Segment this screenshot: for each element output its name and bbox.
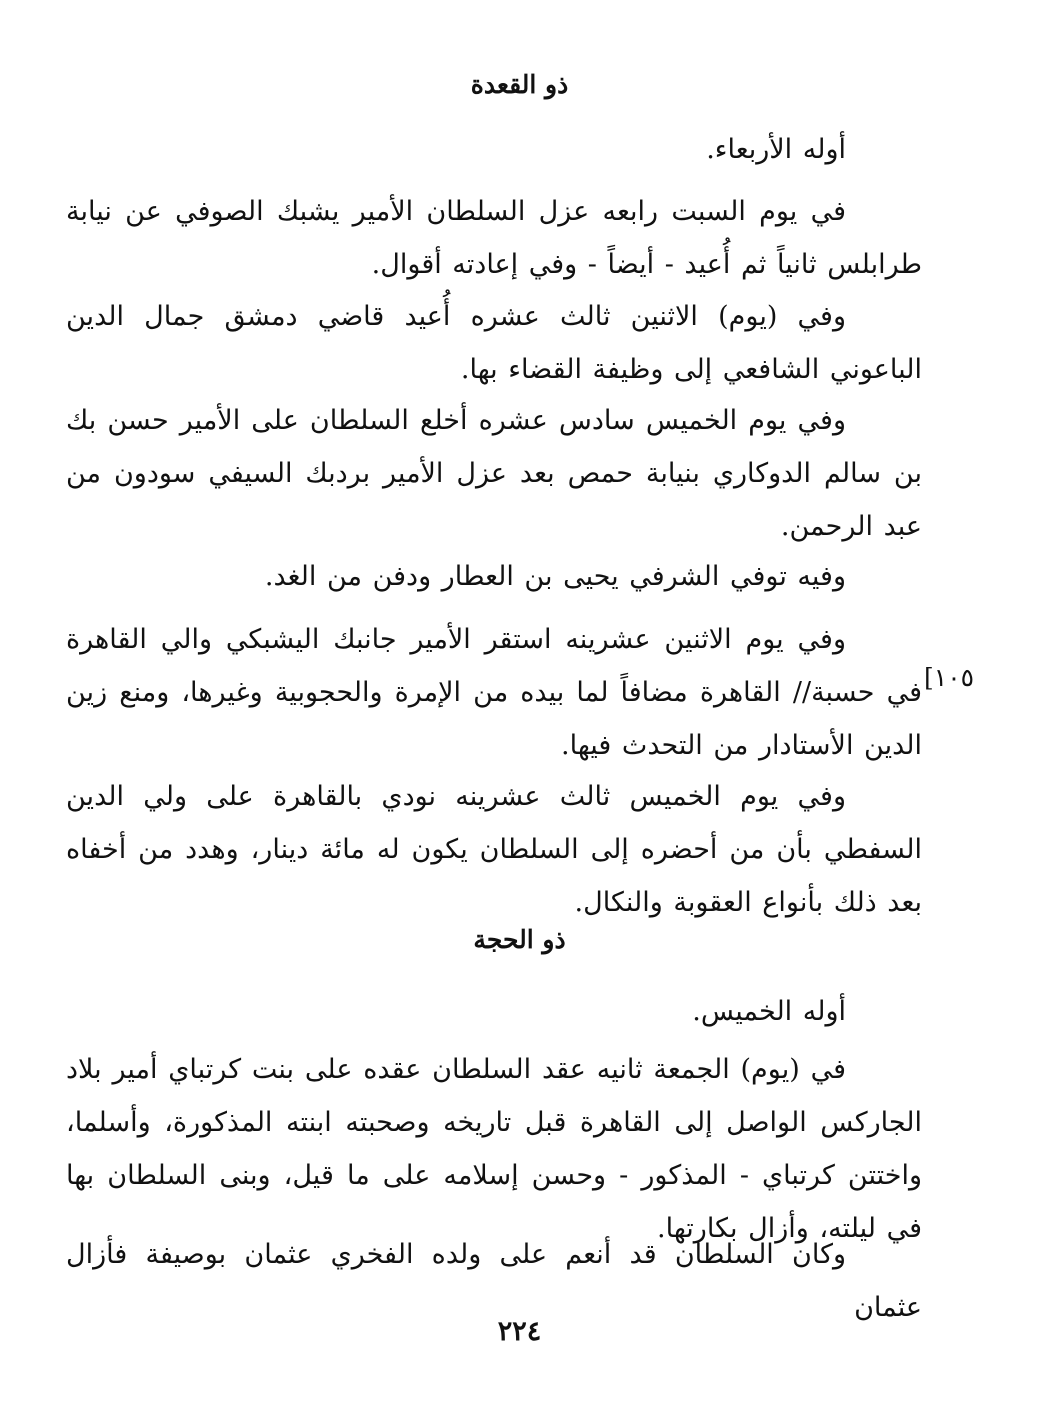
paragraph-5: وفيه توفي الشرفي يحيى بن العطار ودفن من الغد. xyxy=(264,561,846,592)
section-heading-dhu-al-qadah: ذو القعدة xyxy=(470,70,569,99)
margin-folio-note: [١٠٥ xyxy=(924,663,975,692)
paragraph-4: وفي يوم الخميس سادس عشره أخلع السلطان على الأمير حسن بك بن سالم الدوكاري بنيابة حمص بعد عزل الأمير بردبك السيفي سودون من عبد الرحمن. xyxy=(66,405,922,542)
paragraph-9: في (يوم) الجمعة ثانيه عقد السلطان عقده على بنت كرتباي أمير بلاد الجاركس الواصل إلى القاهرة قبل تاريخه وصحبته ابنته المذكورة، وأسلما، واختتن كرتباي - المذكور - وحسن إسلامه على ما قيل، وبنى السلطان بها في ليلته، وأزال بكارتها. xyxy=(66,1054,922,1244)
paragraph-6: وفي يوم الاثنين عشرينه استقر الأمير جانبك اليشبكي والي القاهرة في حسبة// القاهرة مضافاً لما بيده من الإمرة والحجوبية وغيرها، ومنع زين الدين الأستادار من التحدث فيها. xyxy=(66,624,922,761)
paragraph-1: أوله الأربعاء. xyxy=(706,134,846,165)
paragraph-7: وفي يوم الخميس ثالث عشرينه نودي بالقاهرة على ولي الدين السفطي بأن من أحضره إلى السلطان يكون له مائة دينار، وهدد من أخفاه بعد ذلك بأنواع العقوبة والنكال. xyxy=(66,781,922,918)
page-number: ٢٢٤ xyxy=(497,1316,542,1347)
paragraph-2: في يوم السبت رابعه عزل السلطان الأمير يشبك الصوفي عن نيابة طرابلس ثانياً ثم أُعيد - أيضاً - وفي إعادته أقوال. xyxy=(66,196,922,280)
paragraph-10: وكان السلطان قد أنعم على ولده الفخري عثمان بوصيفة فأزال عثمان xyxy=(66,1239,922,1323)
paragraph-3: وفي (يوم) الاثنين ثالث عشره أُعيد قاضي دمشق جمال الدين الباعوني الشافعي إلى وظيفة القضاء بها. xyxy=(66,301,922,385)
section-heading-dhu-al-hijjah: ذو الحجة xyxy=(473,925,566,954)
paragraph-8: أوله الخميس. xyxy=(692,996,846,1027)
